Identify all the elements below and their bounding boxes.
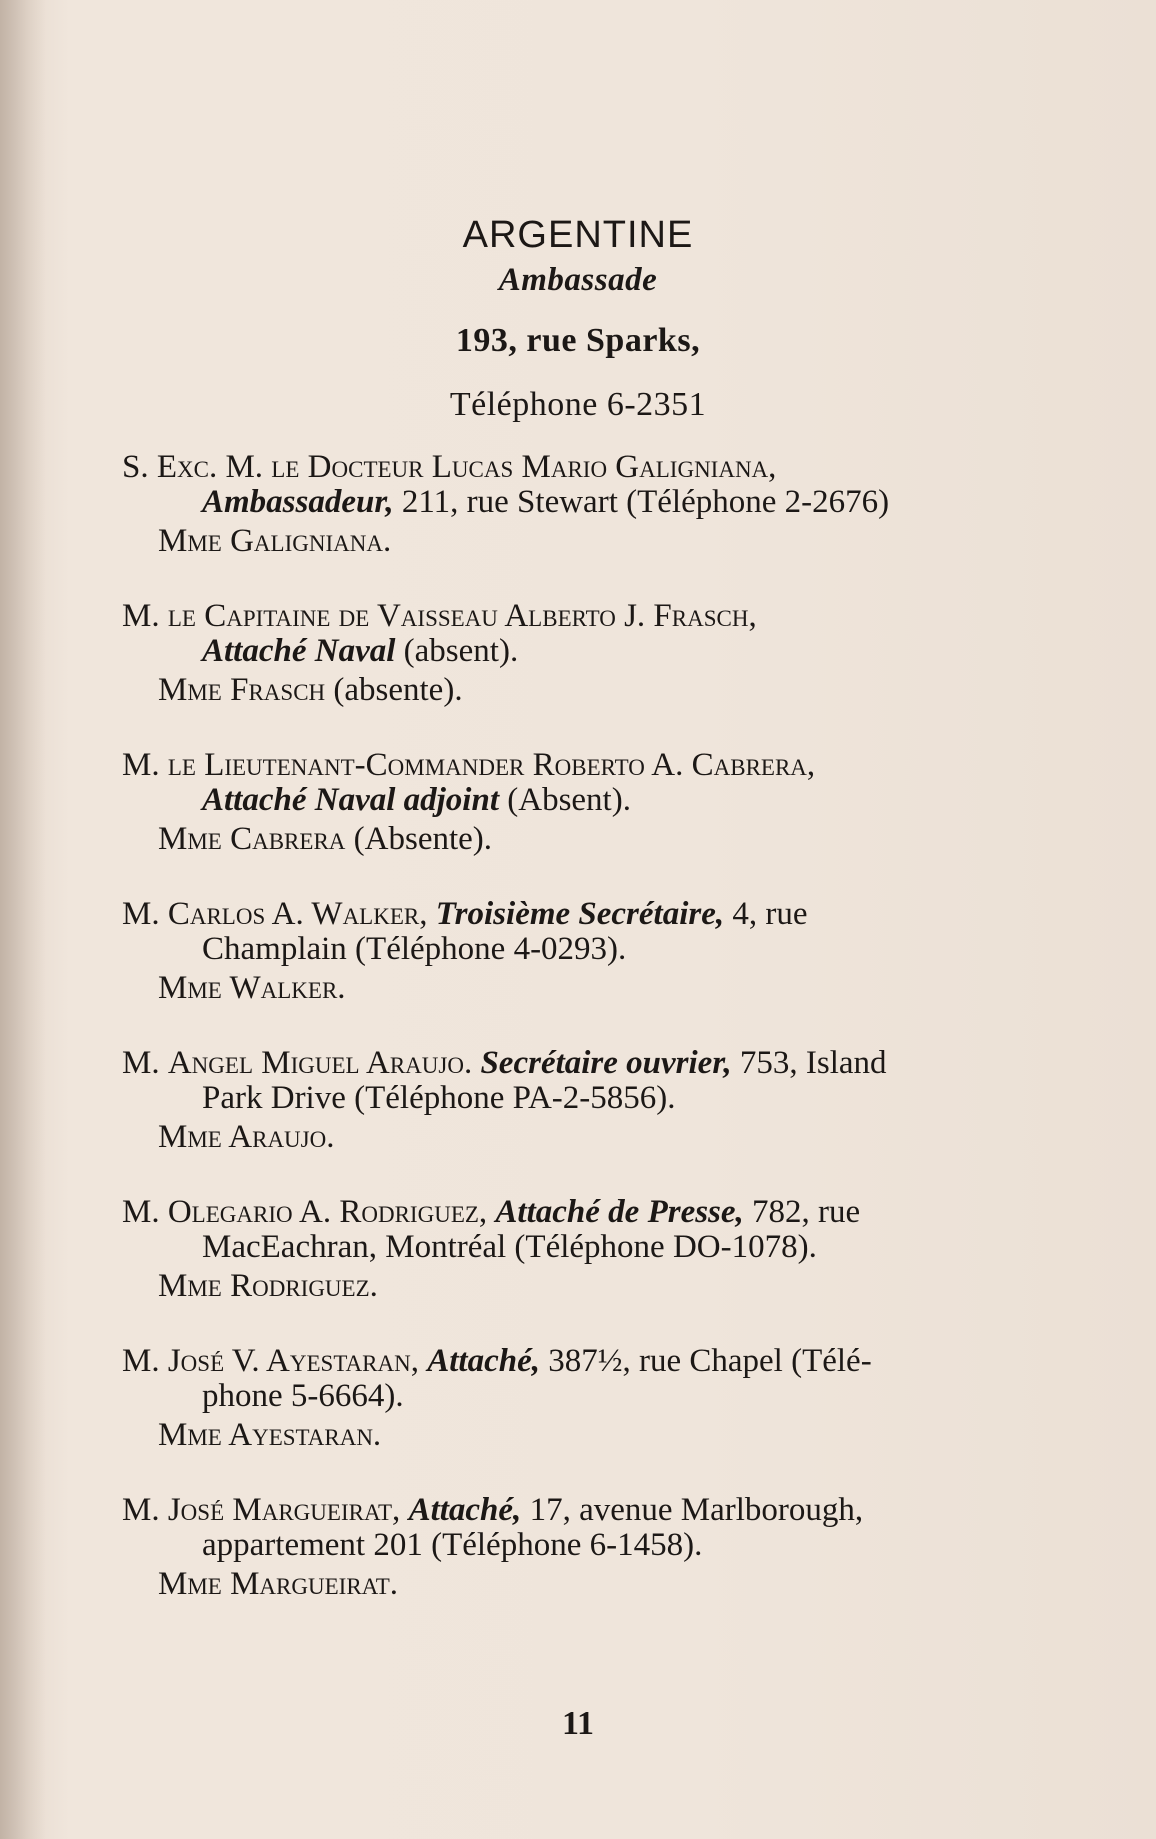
spouse-name: Mme Frasch bbox=[158, 672, 326, 708]
spacer-text bbox=[419, 1343, 427, 1379]
entry-line bbox=[122, 599, 1042, 634]
title-prefix: M. bbox=[122, 747, 168, 783]
spacer-text bbox=[400, 1492, 408, 1528]
staff-entry bbox=[122, 1046, 1042, 1155]
entry-line bbox=[122, 783, 1042, 818]
staff-entry bbox=[122, 897, 1042, 1006]
entry-line bbox=[122, 450, 1042, 485]
entry-line bbox=[122, 1195, 1042, 1230]
person-role: Troisième Secrétaire, bbox=[435, 896, 725, 932]
person-role: Attaché Naval bbox=[202, 633, 396, 669]
entry-line bbox=[122, 1344, 1042, 1379]
entry-line bbox=[122, 897, 1042, 932]
embassy-address: 193, rue Sparks, bbox=[455, 322, 701, 359]
embassy-phone: Téléphone 6-2351 bbox=[449, 386, 707, 423]
entry-line bbox=[122, 485, 1042, 520]
spouse-name: Mme Galigniana. bbox=[158, 523, 392, 559]
spouse-name: Mme Rodriguez. bbox=[158, 1268, 378, 1304]
person-role: Attaché, bbox=[427, 1343, 540, 1379]
staff-entry bbox=[122, 1493, 1042, 1602]
person-name: Olegario A. Rodriguez, bbox=[167, 1194, 488, 1230]
person-role: Attaché Naval adjoint bbox=[202, 782, 499, 818]
staff-entry bbox=[122, 748, 1042, 857]
spouse-line bbox=[122, 1269, 1042, 1304]
entry-line bbox=[122, 1230, 1042, 1265]
staff-entry bbox=[122, 450, 1042, 559]
title-prefix: M. bbox=[122, 598, 168, 634]
person-name: le Lieutenant-Commander Roberto A. Cabrera, bbox=[167, 747, 816, 783]
entry-line bbox=[122, 748, 1042, 783]
spouse-line bbox=[122, 673, 1042, 708]
person-details: (Absent). bbox=[499, 782, 631, 818]
spouse-name: Mme Cabrera bbox=[158, 821, 346, 857]
person-details: 782, rue bbox=[743, 1194, 861, 1230]
spouse-line bbox=[122, 1120, 1042, 1155]
spouse-name: Mme Araujo. bbox=[158, 1119, 335, 1155]
person-name: José V. Ayestaran, bbox=[167, 1343, 419, 1379]
mission-type: Ambassade bbox=[498, 262, 658, 298]
entry-line bbox=[122, 634, 1042, 669]
person-details: Champlain (Téléphone 4-0293). bbox=[202, 931, 627, 967]
person-details: phone 5-6664). bbox=[202, 1378, 404, 1414]
entry-line bbox=[122, 1046, 1042, 1081]
country-heading: ARGENTINE bbox=[462, 214, 694, 256]
spouse-name: Mme Margueirat. bbox=[158, 1566, 399, 1602]
page-number: 11 bbox=[561, 1705, 595, 1742]
staff-list bbox=[122, 450, 1042, 1642]
title-prefix: M. bbox=[122, 1194, 168, 1230]
spouse-line bbox=[122, 1567, 1042, 1602]
spouse-line bbox=[122, 524, 1042, 559]
staff-entry bbox=[122, 1344, 1042, 1453]
person-name: Exc. M. le Docteur Lucas Mario Galigniana, bbox=[156, 449, 777, 485]
spouse-name: Mme Ayestaran. bbox=[158, 1417, 382, 1453]
person-details: appartement 201 (Téléphone 6-1458). bbox=[202, 1527, 703, 1563]
title-prefix: M. bbox=[122, 896, 168, 932]
person-details: 211, rue Stewart (Téléphone 2-2676) bbox=[393, 484, 890, 520]
staff-entry bbox=[122, 599, 1042, 708]
person-details: 17, avenue Marlborough, bbox=[521, 1492, 864, 1528]
person-role: Secrétaire ouvrier, bbox=[480, 1045, 732, 1081]
person-details: 387½, rue Chapel (Télé- bbox=[539, 1343, 872, 1379]
person-role: Attaché, bbox=[408, 1492, 522, 1528]
spacer-text bbox=[427, 896, 435, 932]
person-details: MacEachran, Montréal (Téléphone DO-1078). bbox=[202, 1229, 817, 1265]
person-details: (absent). bbox=[395, 633, 519, 669]
person-details: 4, rue bbox=[724, 896, 808, 932]
entry-line bbox=[122, 1081, 1042, 1116]
spouse-line bbox=[122, 1418, 1042, 1453]
person-name: José Margueirat, bbox=[167, 1492, 401, 1528]
person-role: Attaché de Presse, bbox=[495, 1194, 744, 1230]
spouse-line bbox=[122, 822, 1042, 857]
person-name: le Capitaine de Vaisseau Alberto J. Frasch, bbox=[167, 598, 757, 634]
entry-line bbox=[122, 1528, 1042, 1563]
title-prefix: M. bbox=[122, 1492, 168, 1528]
spouse-name: Mme Walker. bbox=[158, 970, 346, 1006]
person-role: Ambassadeur, bbox=[202, 484, 394, 520]
spouse-status: (absente). bbox=[325, 672, 463, 708]
entry-line bbox=[122, 1493, 1042, 1528]
staff-entry bbox=[122, 1195, 1042, 1304]
person-name: Carlos A. Walker, bbox=[167, 896, 428, 932]
spouse-status: (Absente). bbox=[345, 821, 493, 857]
person-details: Park Drive (Téléphone PA-2-5856). bbox=[202, 1080, 676, 1116]
entry-line bbox=[122, 932, 1042, 967]
title-prefix: M. bbox=[122, 1045, 168, 1081]
entry-line bbox=[122, 1379, 1042, 1414]
person-details: 753, Island bbox=[731, 1045, 887, 1081]
spouse-line bbox=[122, 971, 1042, 1006]
person-name: Angel Miguel Araujo. bbox=[167, 1045, 473, 1081]
title-prefix: M. bbox=[122, 1343, 168, 1379]
title-prefix: S. bbox=[122, 449, 157, 485]
